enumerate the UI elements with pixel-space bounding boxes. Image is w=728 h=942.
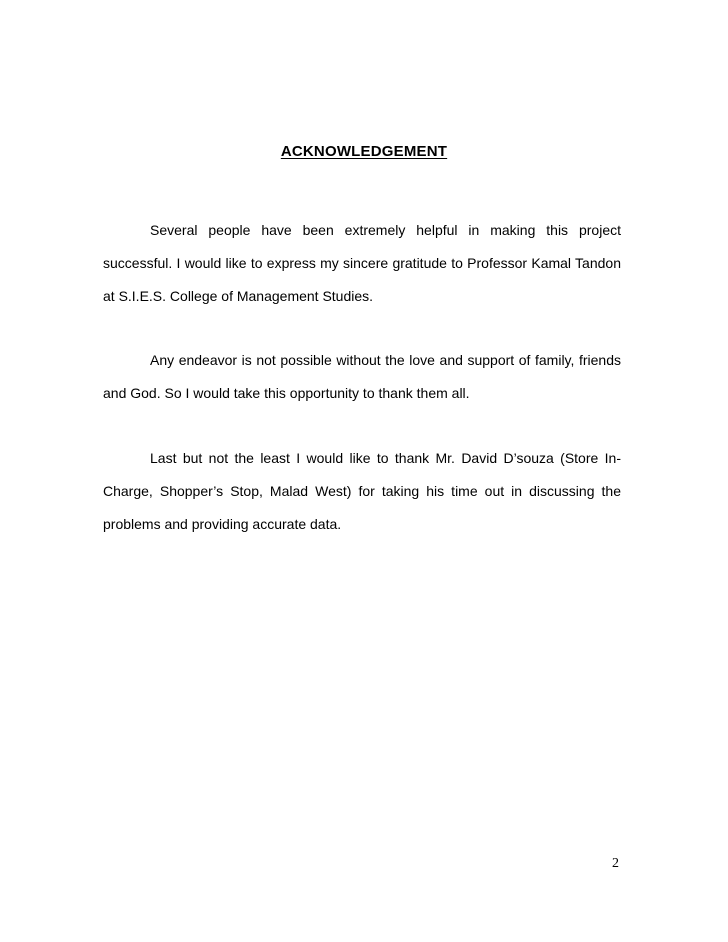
paragraph-family: Any endeavor is not possible without the love and support of family, friends and God. So I would take this opportunity to thank them all. (103, 352, 621, 401)
page-title: ACKNOWLEDGEMENT (280, 143, 448, 160)
paragraph-thanks-store: Last but not the least I would like to thank Mr. David D’souza (Store In-Charge, Shopper’s Stop, Malad West) for taking his time out in discussing the problems and providing accurate data. (103, 450, 621, 532)
page-number: 2 (612, 856, 619, 871)
paragraph-gratitude: Several people have been extremely helpful in making this project successful. I would like to express my sincere gratitude to Professor Kamal Tandon at S.I.E.S. College of Management Studies. (103, 222, 621, 304)
